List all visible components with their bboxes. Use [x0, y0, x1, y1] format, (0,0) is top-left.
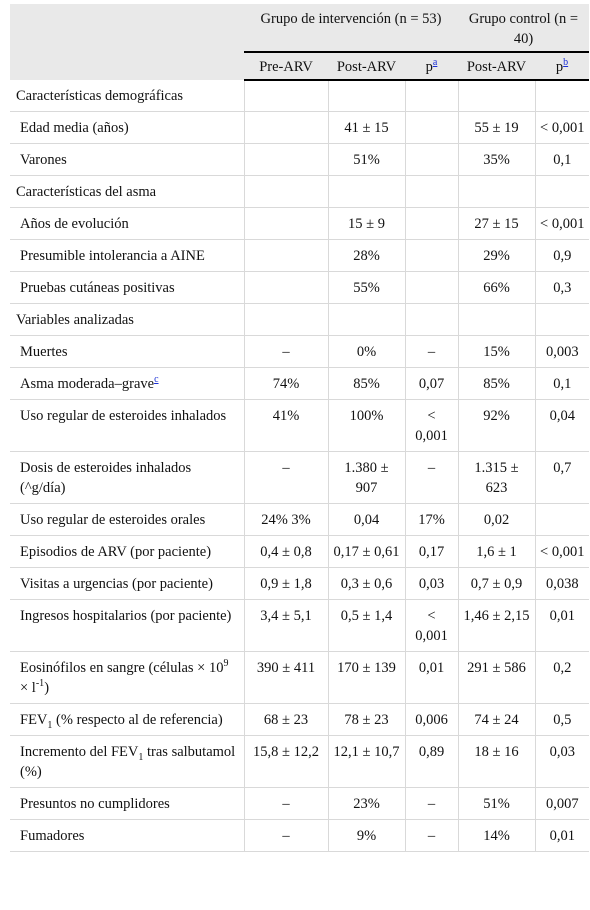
table-cell [328, 80, 405, 112]
table-cell: 0,5 ± 1,4 [328, 600, 405, 652]
table-cell: 0,07 [405, 368, 458, 400]
table-cell: 0,003 [535, 336, 589, 368]
table-cell: 0,1 [535, 368, 589, 400]
table-cell: 29% [458, 240, 535, 272]
table-cell: 0,1 [535, 144, 589, 176]
row-label: Eosinófilos en sangre (células × $10^9 \times l^{-1}$) [10, 652, 244, 704]
table-cell [244, 240, 328, 272]
table-cell: < 0,001 [535, 536, 589, 568]
table-cell: 0,17 ± 0,61 [328, 536, 405, 568]
table-cell [405, 176, 458, 208]
table-cell: < 0,001 [405, 600, 458, 652]
column-header-label: Post-ARV [336, 59, 397, 75]
table-row [10, 452, 589, 504]
table-cell: – [244, 452, 328, 504]
column-header-2 [405, 52, 458, 80]
table-row [10, 704, 589, 736]
table-cell [535, 80, 589, 112]
table-cell: 0,5 [535, 704, 589, 736]
footnote-link-c[interactable]: c [154, 374, 159, 386]
table-cell: 12,1 ± 10,7 [328, 736, 405, 788]
table-cell [405, 304, 458, 336]
table-cell: < 0,001 [405, 400, 458, 452]
section-label: Características demográficas [10, 80, 244, 112]
table-cell: < 0,001 [535, 208, 589, 240]
section-row [10, 176, 589, 208]
row-label: Edad media (años) [10, 112, 244, 144]
table-cell: 0,3 ± 0,6 [328, 568, 405, 600]
table-cell [328, 176, 405, 208]
table-cell: 0,007 [535, 788, 589, 820]
table-cell: 85% [328, 368, 405, 400]
table-cell: 0,3 [535, 272, 589, 304]
table-cell [244, 80, 328, 112]
row-label: Años de evolución [10, 208, 244, 240]
column-header-label: p [555, 59, 564, 75]
table-cell: 0,9 [535, 240, 589, 272]
table-cell [458, 304, 535, 336]
table-cell: 15 ± 9 [328, 208, 405, 240]
table-cell: 1,6 ± 1 [458, 536, 535, 568]
footnote-link-b[interactable]: b [563, 57, 569, 69]
table-cell: 0,01 [535, 820, 589, 852]
section-label: Variables analizadas [10, 304, 244, 336]
row-label: Uso regular de esteroides inhalados [10, 400, 244, 452]
row-label: Incremento del $FEV_1$ tras salbutamol (%) [10, 736, 244, 788]
table-cell: – [244, 820, 328, 852]
table-row [10, 600, 589, 652]
intervention-group-header: Grupo de intervención (n = 53) [244, 4, 458, 52]
table-cell: 0% [328, 336, 405, 368]
table-cell [535, 504, 589, 536]
table-cell: 9% [328, 820, 405, 852]
table-body [10, 80, 589, 852]
row-label: Presumible intolerancia a AINE [10, 240, 244, 272]
table-cell [244, 176, 328, 208]
table-cell: – [244, 336, 328, 368]
table-cell: – [405, 820, 458, 852]
table-cell: 0,89 [405, 736, 458, 788]
table-cell: 0,03 [535, 736, 589, 788]
row-label: Uso regular de esteroides orales [10, 504, 244, 536]
section-label: Características del asma [10, 176, 244, 208]
row-label: Episodios de ARV (por paciente) [10, 536, 244, 568]
table-row [10, 240, 589, 272]
section-row [10, 304, 589, 336]
table-row [10, 112, 589, 144]
table-row [10, 400, 589, 452]
table-cell: 18 ± 16 [458, 736, 535, 788]
column-header-0 [244, 52, 328, 80]
table-cell: 41 ± 15 [328, 112, 405, 144]
table-cell: 23% [328, 788, 405, 820]
table-cell: 3,4 ± 5,1 [244, 600, 328, 652]
table-cell: 35% [458, 144, 535, 176]
table-cell: 0,04 [535, 400, 589, 452]
table-row [10, 736, 589, 788]
column-header-label: Pre-ARV [259, 59, 313, 75]
table-cell: 0,01 [405, 652, 458, 704]
table-cell: 0,7 [535, 452, 589, 504]
table-row [10, 788, 589, 820]
table-cell: 41% [244, 400, 328, 452]
group-header-row [10, 4, 589, 52]
table-cell [244, 112, 328, 144]
row-label: Varones [10, 144, 244, 176]
table-row [10, 536, 589, 568]
table-cell: – [405, 788, 458, 820]
table-cell [244, 144, 328, 176]
table-cell: 0,2 [535, 652, 589, 704]
row-label: Asma moderada–grave$^c$ [10, 368, 244, 400]
table-cell [244, 272, 328, 304]
table-row [10, 272, 589, 304]
table-cell [458, 80, 535, 112]
row-label: Ingresos hospitalarios (por paciente) [10, 600, 244, 652]
table-cell: 0,7 ± 0,9 [458, 568, 535, 600]
table-cell: 68 ± 23 [244, 704, 328, 736]
control-group-header: Grupo control (n = 40) [458, 4, 589, 52]
table-row [10, 336, 589, 368]
table-cell: – [405, 452, 458, 504]
table-cell: 0,006 [405, 704, 458, 736]
table-cell: 92% [458, 400, 535, 452]
table-cell: 14% [458, 820, 535, 852]
table-row [10, 652, 589, 704]
table-cell [405, 240, 458, 272]
table-cell: 28% [328, 240, 405, 272]
table-cell: 1.315 ± 623 [458, 452, 535, 504]
column-header-1 [328, 52, 405, 80]
column-header-3 [458, 52, 535, 80]
column-header-label: p [425, 59, 433, 75]
table-cell: 24% 3% [244, 504, 328, 536]
table-cell: 15% [458, 336, 535, 368]
table-row [10, 208, 589, 240]
table-cell [405, 272, 458, 304]
table-cell: 85% [458, 368, 535, 400]
table-row [10, 568, 589, 600]
table-cell: 390 ± 411 [244, 652, 328, 704]
section-row [10, 80, 589, 112]
table-cell: 51% [458, 788, 535, 820]
table-cell: 51% [328, 144, 405, 176]
table-row [10, 820, 589, 852]
table-row [10, 368, 589, 400]
table-cell: 0,03 [405, 568, 458, 600]
table-cell: 17% [405, 504, 458, 536]
table-cell: 0,038 [535, 568, 589, 600]
table-cell: 170 ± 139 [328, 652, 405, 704]
table-cell: 78 ± 23 [328, 704, 405, 736]
table-row [10, 144, 589, 176]
header-blank-cell [10, 4, 244, 80]
row-label: Presuntos no cumplidores [10, 788, 244, 820]
table-cell: 291 ± 586 [458, 652, 535, 704]
table-cell: 0,9 ± 1,8 [244, 568, 328, 600]
table-cell: 0,17 [405, 536, 458, 568]
table-cell: 100% [328, 400, 405, 452]
table-cell [328, 304, 405, 336]
table-cell: 0,4 ± 0,8 [244, 536, 328, 568]
table-cell [405, 208, 458, 240]
column-header-label: Post-ARV [466, 59, 527, 75]
table-cell [535, 304, 589, 336]
table-cell [458, 176, 535, 208]
table-cell: 55 ± 19 [458, 112, 535, 144]
row-label: $FEV_1$ (% respecto al de referencia) [10, 704, 244, 736]
table-cell [244, 304, 328, 336]
row-label: Fumadores [10, 820, 244, 852]
results-table-container [10, 4, 585, 852]
row-label: Muertes [10, 336, 244, 368]
column-header-4 [535, 52, 589, 80]
table-cell: 15,8 ± 12,2 [244, 736, 328, 788]
table-cell: 1.380 ± 907 [328, 452, 405, 504]
table-cell: 55% [328, 272, 405, 304]
table-cell [405, 112, 458, 144]
row-label: Visitas a urgencias (por paciente) [10, 568, 244, 600]
footnote-link-a[interactable]: a [432, 57, 438, 69]
table-cell: – [405, 336, 458, 368]
table-cell: – [244, 788, 328, 820]
row-label: Pruebas cutáneas positivas [10, 272, 244, 304]
table-row [10, 504, 589, 536]
results-table [10, 4, 589, 852]
table-cell: 0,04 [328, 504, 405, 536]
table-cell [244, 208, 328, 240]
table-cell: 0,02 [458, 504, 535, 536]
table-cell: 1,46 ± 2,15 [458, 600, 535, 652]
row-label: Dosis de esteroides inhalados (^g/día) [10, 452, 244, 504]
table-cell: < 0,001 [535, 112, 589, 144]
table-cell [405, 144, 458, 176]
table-cell [405, 80, 458, 112]
table-cell: 74 ± 24 [458, 704, 535, 736]
table-cell: 66% [458, 272, 535, 304]
table-cell: 0,01 [535, 600, 589, 652]
table-cell [535, 176, 589, 208]
table-cell: 74% [244, 368, 328, 400]
table-cell: 27 ± 15 [458, 208, 535, 240]
